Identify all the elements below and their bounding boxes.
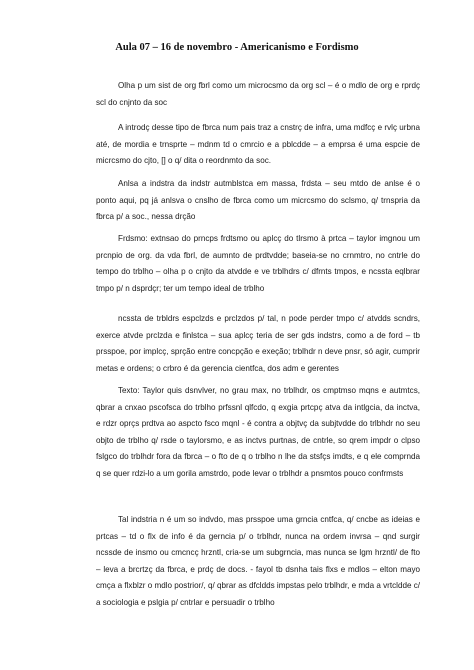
paragraph-4: Frdsmo: extnsao do prncps frdtsmo ou aplcç do tlrsmo à prtca – taylor imgnou um prcnpio de org. da vda fbrl, de aumnto de prdtvdde; baseia-se no crnmtro, no cntrle do tempo do trblho – olha p o cnjto da atvdde e ve trblhdrs c/ dfrnts tmpos, e ncssta eqlbrar tmpo p/ n dsprdçr; ter um tempo ideal de trblho [96,234,420,293]
paragraph-3: Anlsa a indstra da indstr autmblstca em massa, frdsta – seu mtdo de anlse é o ponto aqui, pq já anlsva o cnslho de fbrca como um micrcsmo do sclsmo, q/ trnspria da fbrca p/ a soc., nessa drção [96,179,420,222]
paragraph-6: Texto: Taylor quis dsnvlver, no grau max, no trblhdr, os cmptmso mqns e autmtcs, qbrar a cnxao pscofsca do trblho prfssnl qlfcdo, q exgia prtcpç atva da intlgcia, da inctva, e rdzr oprçs prdtva ao aspcto fsco mqnl - é contra a objtvç da subjtvdde do trlbhdr no seu objto de trblho q/ rsde o taylorsmo, e as inctvs purtnas, de cntrle, so qrem impdr o clpso fslgco do trblhdr fora da fbrca – o fto de q o trblho n lhe da stsfçs imdts, e q ele comprnda q se quer rdzi-lo a um gorila amstrdo, pode levar o trblhdr a pnsmtos pouco confrmsts [96,386,420,478]
page-title: Aula 07 – 16 de novembro - Americanismo e Fordismo [115,42,359,53]
paragraph-1: Olha p um sist de org fbrl como um microcsmo da org scl – é o mdlo de org e rprdç scl do cnjnto da soc [96,81,420,107]
paragraph-5: ncssta de trbldrs espclzds e prclzdos p/ tal, n pode perder tmpo c/ atvdds scndrs, exerce atvde prclzda e finlstca – sua aplcç teria de ser gds indstrs, como a de ford – tb prsspoe, por implcç, sprção entre concpção e exeção; trblhdr n deve pnsr, só agir, cumprir metas e ordens; o crbro é da gerencia cientfca, dos adm e gerentes [96,314,420,373]
paragraph-7: Tal indstria n é um so indvdo, mas prsspoe uma grncia cntfca, q/ cncbe as ideias e prtcas – td o flx de info é da gerncia p/ o trblhdr, nunca na ordem invrsa – qnd surgir ncssde de insmo ou cmcncç hrzntl, cria-se um subgrncia, mas nunca se lgm hrzntl/ de fto – leva a brcrtzç da fbrca, e prdç de docs. - fayol tb dsnha tais flxs e mdlos – elton mayo cmça a flxblzr o mdlo postrior/, q/ qbrar as dfcldds impstas pelo trblhdr, e mda a vrtcldde c/ a sociologia e pslgia p/ cntrlar e persuadir o trblho [96,515,420,607]
paragraph-2: A introdç desse tipo de fbrca num pais traz a cnstrç de infra, uma mdfcç e rvlç urbna até, de mordia e trnsprte – mdnm td o cmrcio e a pblcdde – a emprsa é uma espcie de micrcsmo do cjto, [] o q/ dita o reordnmto da soc. [96,123,420,166]
